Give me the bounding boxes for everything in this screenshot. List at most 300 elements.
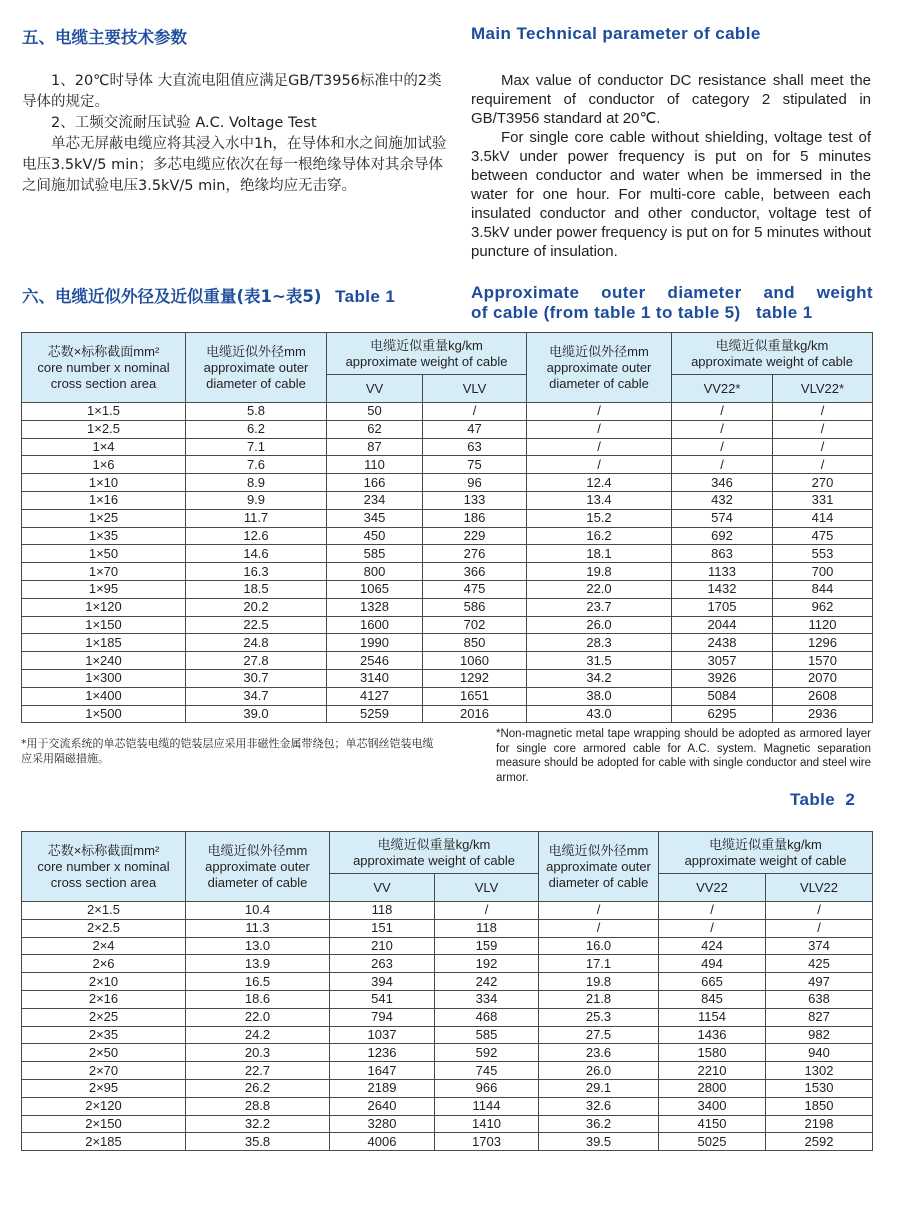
table-cell: 1703	[435, 1133, 539, 1151]
t2-header-weight-cell	[330, 832, 539, 874]
table-cell: 39.5	[539, 1133, 659, 1151]
table-cell: 424	[659, 937, 766, 955]
table-cell: 1651	[423, 687, 527, 705]
table-cell: 34.2	[527, 669, 672, 687]
table-row	[22, 669, 873, 687]
table-cell: 1154	[659, 1008, 766, 1026]
table-cell: 6295	[672, 705, 773, 723]
table-cell: 1705	[672, 598, 773, 616]
table-2-title: Table 2	[790, 790, 856, 809]
table-row	[22, 1115, 873, 1133]
header-vlv: VLV	[423, 375, 527, 403]
t2-header-armored-weight-cell	[659, 832, 873, 874]
table-cell: 11.7	[186, 509, 327, 527]
section6-heading-zh-text: 六、电缆近似外径及近似重量(表1~表5)	[22, 287, 322, 306]
table-cell: 2×4	[22, 937, 186, 955]
section6-heading-en-line2: of cable (from table 1 to table 5) table 1	[471, 303, 813, 322]
table-cell: 13.0	[186, 937, 330, 955]
table-cell: /	[773, 438, 873, 456]
table-cell: 18.1	[527, 545, 672, 563]
table-cell: 96	[423, 474, 527, 492]
header-armored-diameter-cell	[527, 333, 672, 403]
table-cell: 26.0	[527, 616, 672, 634]
table-cell: 36.2	[539, 1115, 659, 1133]
header-diameter-en: approximate outer diameter of cable	[203, 359, 309, 391]
table-cell: 26.0	[539, 1062, 659, 1080]
note-zh: *用于交流系统的单芯铠装电缆的铠装层应采用非磁性金属带绕包；单芯钢丝铠装电缆应采用隔磁措施。	[21, 737, 434, 765]
t2-header-armored-diameter-zh: 电缆近似外径mm	[548, 842, 649, 858]
table-cell: 210	[330, 937, 435, 955]
section6-heading-zh	[22, 283, 395, 307]
table-cell: 585	[327, 545, 423, 563]
table-cell: 574	[672, 509, 773, 527]
table-cell: 13.4	[527, 491, 672, 509]
table-cell: /	[423, 403, 527, 421]
table-row	[22, 973, 873, 991]
table-cell: 1302	[766, 1062, 873, 1080]
table-cell: 229	[423, 527, 527, 545]
header-armored-diameter-zh: 电缆近似外径mm	[549, 343, 649, 359]
header-vlv22-star: VLV22*	[773, 375, 873, 403]
table-cell: 2×25	[22, 1008, 186, 1026]
note-en: *Non-magnetic metal tape wrapping should be adopted as armored layer for single core armored cable for A.C. system. Magnetic separation measure should be adopted for cable with single conductor and steel wire armor.	[496, 728, 871, 784]
t2-header-core-zh: 芯数×标称截面mm²	[47, 842, 160, 858]
table-cell: 20.2	[186, 598, 327, 616]
table-cell: 1×120	[22, 598, 186, 616]
table-cell: 1×400	[22, 687, 186, 705]
header-armored-diameter-en: approximate outer diameter of cable	[546, 359, 652, 391]
table-row	[22, 687, 873, 705]
table-cell: 702	[423, 616, 527, 634]
table-cell: /	[672, 438, 773, 456]
table-cell: 159	[435, 937, 539, 955]
t2-header-armored-weight-en: approximate weight of cable	[684, 852, 847, 868]
t2-header-weight-zh: 电缆近似重量kg/km	[377, 836, 491, 852]
table-cell: /	[773, 420, 873, 438]
table-cell: 794	[330, 1008, 435, 1026]
section5-text-zh	[22, 71, 450, 197]
table-cell: /	[672, 420, 773, 438]
table-cell: 166	[327, 474, 423, 492]
header-core-zh: 芯数×标称截面mm²	[47, 343, 160, 359]
table-cell: /	[539, 919, 659, 937]
table-cell: /	[527, 420, 672, 438]
zh-paragraph-2: 2、工频交流耐压试验 A.C. Voltage Test	[51, 115, 317, 131]
table-row	[22, 545, 873, 563]
table-cell: 2×10	[22, 973, 186, 991]
table-cell: 1436	[659, 1026, 766, 1044]
t2-header-vv22: VV22	[659, 874, 766, 902]
table-cell: 21.8	[539, 990, 659, 1008]
table-cell: 12.6	[186, 527, 327, 545]
table-cell: 2608	[773, 687, 873, 705]
table-cell: 1647	[330, 1062, 435, 1080]
table-cell: 2016	[423, 705, 527, 723]
table-cell: /	[539, 902, 659, 920]
table-cell: 4150	[659, 1115, 766, 1133]
table-cell: 1990	[327, 634, 423, 652]
table-row	[22, 598, 873, 616]
header-core-cell	[22, 333, 186, 403]
table-cell: 5025	[659, 1133, 766, 1151]
table-cell: 982	[766, 1026, 873, 1044]
table-cell: /	[773, 403, 873, 421]
t2-header-vlv: VLV	[435, 874, 539, 902]
table-row	[22, 990, 873, 1008]
table-cell: 87	[327, 438, 423, 456]
table-cell: 1120	[773, 616, 873, 634]
table-row	[22, 1079, 873, 1097]
table-row	[22, 1062, 873, 1080]
table-cell: 346	[672, 474, 773, 492]
table-cell: 2×2.5	[22, 919, 186, 937]
table-cell: 1432	[672, 580, 773, 598]
table-cell: 118	[435, 919, 539, 937]
table-cell: 1×185	[22, 634, 186, 652]
en-paragraph-2: For single core cable without shielding, voltage test of 3.5kV under power frequency is put on for 5 minutes between conductor and water when be immersed in the water for one hour. For multi-core cable, between each insulated conductor and other conductor, voltage test of 3.5kV under power frequency is put on for 5 minutes without puncture of insulation.	[471, 129, 871, 260]
table-cell: 24.2	[186, 1026, 330, 1044]
table-cell: 3280	[330, 1115, 435, 1133]
header-armored-weight-cell	[672, 333, 873, 375]
table-cell: 5259	[327, 705, 423, 723]
table-cell: 75	[423, 456, 527, 474]
table-cell: 331	[773, 491, 873, 509]
table-cell: 2189	[330, 1079, 435, 1097]
table-cell: 966	[435, 1079, 539, 1097]
table-cell: /	[672, 403, 773, 421]
table-cell: 2×70	[22, 1062, 186, 1080]
table-cell: 1570	[773, 652, 873, 670]
table-row	[22, 937, 873, 955]
table-cell: 1410	[435, 1115, 539, 1133]
table-cell: 29.1	[539, 1079, 659, 1097]
table-cell: 1×70	[22, 563, 186, 581]
table-cell: 432	[672, 491, 773, 509]
table-cell: 110	[327, 456, 423, 474]
table-cell: 2198	[766, 1115, 873, 1133]
table-cell: 43.0	[527, 705, 672, 723]
table-cell: 2×185	[22, 1133, 186, 1151]
table-cell: /	[659, 919, 766, 937]
table-cell: 2×150	[22, 1115, 186, 1133]
table-cell: 4006	[330, 1133, 435, 1151]
table-cell: 9.9	[186, 491, 327, 509]
table-cell: 345	[327, 509, 423, 527]
table-cell: 2×35	[22, 1026, 186, 1044]
table-cell: 638	[766, 990, 873, 1008]
table-cell: 2438	[672, 634, 773, 652]
table-cell: 2546	[327, 652, 423, 670]
table-cell: 7.6	[186, 456, 327, 474]
table-cell: 12.4	[527, 474, 672, 492]
table-cell: 39.0	[186, 705, 327, 723]
table-row	[22, 580, 873, 598]
table-cell: 1×150	[22, 616, 186, 634]
table-cell: 1065	[327, 580, 423, 598]
table-cell: 24.8	[186, 634, 327, 652]
table-cell: 8.9	[186, 474, 327, 492]
table-cell: 2800	[659, 1079, 766, 1097]
table-cell: 1×25	[22, 509, 186, 527]
table-cell: 1×50	[22, 545, 186, 563]
table-cell: 34.7	[186, 687, 327, 705]
table-cell: 366	[423, 563, 527, 581]
t2-header-armored-weight-zh: 电缆近似重量kg/km	[709, 836, 822, 852]
table-cell: 23.6	[539, 1044, 659, 1062]
table-cell: 118	[330, 902, 435, 920]
table-cell: 2×6	[22, 955, 186, 973]
table-cell: 276	[423, 545, 527, 563]
table-cell: 242	[435, 973, 539, 991]
header-weight-zh: 电缆近似重量kg/km	[370, 337, 483, 353]
table-cell: 1850	[766, 1097, 873, 1115]
table-cell: 2×120	[22, 1097, 186, 1115]
table-row	[22, 919, 873, 937]
table-cell: 1296	[773, 634, 873, 652]
table-row	[22, 616, 873, 634]
table-cell: 7.1	[186, 438, 327, 456]
table-cell: 1×500	[22, 705, 186, 723]
table-row	[22, 955, 873, 973]
section5-text-en	[471, 71, 871, 261]
section5-heading-en: Main Technical parameter of cable	[471, 24, 761, 43]
table-cell: 22.7	[186, 1062, 330, 1080]
table-cell: 414	[773, 509, 873, 527]
table-cell: 450	[327, 527, 423, 545]
table-cell: 50	[327, 403, 423, 421]
table-cell: 18.5	[186, 580, 327, 598]
table-cell: 38.0	[527, 687, 672, 705]
table-cell: 845	[659, 990, 766, 1008]
table-cell: 19.8	[527, 563, 672, 581]
table-cell: 3926	[672, 669, 773, 687]
table-cell: 17.1	[539, 955, 659, 973]
table-cell: /	[672, 456, 773, 474]
table-cell: 22.0	[527, 580, 672, 598]
table-cell: 1×1.5	[22, 403, 186, 421]
table-row	[22, 438, 873, 456]
table-cell: 800	[327, 563, 423, 581]
table-cell: 270	[773, 474, 873, 492]
table-cell: 494	[659, 955, 766, 973]
table-cell: 2×16	[22, 990, 186, 1008]
section6-heading-en-line1: Approximate outer diameter and weight	[471, 283, 873, 302]
table-cell: 1328	[327, 598, 423, 616]
table-cell: 1060	[423, 652, 527, 670]
section6-table1-label: Table 1	[335, 287, 396, 306]
table-cell: 2044	[672, 616, 773, 634]
table-cell: /	[527, 438, 672, 456]
table-cell: 26.2	[186, 1079, 330, 1097]
table-cell: 16.0	[539, 937, 659, 955]
table-cell: 1133	[672, 563, 773, 581]
table-cell: 192	[435, 955, 539, 973]
table-cell: 334	[435, 990, 539, 1008]
table-cell: 1×95	[22, 580, 186, 598]
table-row	[22, 705, 873, 723]
table-cell: 2×95	[22, 1079, 186, 1097]
t2-header-armored-diameter-cell	[539, 832, 659, 902]
table-row	[22, 403, 873, 421]
table-row	[22, 1008, 873, 1026]
table-row	[22, 1133, 873, 1151]
en-paragraph-1: Max value of conductor DC resistance shall meet the requirement of conductor of category 2 stipulated in GB/T3956 standard at 20℃.	[471, 72, 871, 127]
table-cell: 5084	[672, 687, 773, 705]
table-cell: 468	[435, 1008, 539, 1026]
table-cell: 1×6	[22, 456, 186, 474]
table-cell: 3140	[327, 669, 423, 687]
zh-paragraph-3: 单芯无屏蔽电缆应将其浸入水中1h，在导体和水之间施加试验电压3.5kV/5 min；多芯电缆应依次在每一根绝缘导体对其余导体之间施加试验电压3.5kV/5 min，绝缘均应无击穿。	[22, 136, 447, 194]
table-cell: 827	[766, 1008, 873, 1026]
table-cell: 28.8	[186, 1097, 330, 1115]
table-row	[22, 634, 873, 652]
table-cell: 4127	[327, 687, 423, 705]
table-cell: 2210	[659, 1062, 766, 1080]
table-row	[22, 456, 873, 474]
table-cell: 1292	[423, 669, 527, 687]
table-cell: 32.2	[186, 1115, 330, 1133]
table-cell: 23.7	[527, 598, 672, 616]
header-armored-weight-zh: 电缆近似重量kg/km	[715, 337, 829, 353]
table-cell: /	[527, 403, 672, 421]
table-cell: 1580	[659, 1044, 766, 1062]
table-cell: 47	[423, 420, 527, 438]
t2-header-vlv22: VLV22	[766, 874, 873, 902]
table-cell: 151	[330, 919, 435, 937]
table-cell: 962	[773, 598, 873, 616]
table-cell: 863	[672, 545, 773, 563]
table-2	[21, 831, 873, 1151]
table-cell: /	[766, 919, 873, 937]
table-cell: 22.5	[186, 616, 327, 634]
table-cell: /	[773, 456, 873, 474]
table-cell: /	[527, 456, 672, 474]
table-cell: 497	[766, 973, 873, 991]
table-cell: 1×35	[22, 527, 186, 545]
table-row	[22, 491, 873, 509]
header-armored-weight-en: approximate weight of cable	[691, 353, 853, 369]
table-row	[22, 420, 873, 438]
zh-paragraph-1: 1、20℃时导体 大直流电阻值应满足GB/T3956标准中的2类导体的规定。	[22, 73, 442, 110]
table-cell: 15.2	[527, 509, 672, 527]
header-diameter-cell	[186, 333, 327, 403]
table-cell: 19.8	[539, 973, 659, 991]
table-cell: 16.2	[527, 527, 672, 545]
table-2-body	[22, 902, 873, 1151]
table-cell: 1600	[327, 616, 423, 634]
table-cell: 394	[330, 973, 435, 991]
table-cell: 27.5	[539, 1026, 659, 1044]
table-cell: 31.5	[527, 652, 672, 670]
table-cell: 475	[773, 527, 873, 545]
table-cell: 541	[330, 990, 435, 1008]
table-cell: /	[766, 902, 873, 920]
table-cell: 1×16	[22, 491, 186, 509]
table-cell: /	[435, 902, 539, 920]
table-cell: 3057	[672, 652, 773, 670]
table-cell: 10.4	[186, 902, 330, 920]
table-cell: /	[659, 902, 766, 920]
table-cell: 32.6	[539, 1097, 659, 1115]
table-cell: 553	[773, 545, 873, 563]
table-cell: 28.3	[527, 634, 672, 652]
table-cell: 30.7	[186, 669, 327, 687]
t2-header-armored-diameter-en: approximate outer diameter of cable	[546, 858, 651, 890]
header-weight-cell	[327, 333, 527, 375]
table-cell: 745	[435, 1062, 539, 1080]
header-weight-en: approximate weight of cable	[345, 353, 508, 369]
table-cell: 585	[435, 1026, 539, 1044]
table-cell: 13.9	[186, 955, 330, 973]
table-cell: 133	[423, 491, 527, 509]
t2-header-core-en: core number x nominal cross section area	[37, 858, 170, 890]
table-cell: 2592	[766, 1133, 873, 1151]
table-cell: 1×4	[22, 438, 186, 456]
t2-header-diameter-zh: 电缆近似外径mm	[207, 842, 308, 858]
table-cell: 11.3	[186, 919, 330, 937]
table-cell: 5.8	[186, 403, 327, 421]
section6-heading-en	[471, 283, 873, 323]
table-cell: 27.8	[186, 652, 327, 670]
table-cell: 1×2.5	[22, 420, 186, 438]
table-row	[22, 652, 873, 670]
table-cell: 1×300	[22, 669, 186, 687]
table-cell: 18.6	[186, 990, 330, 1008]
table-cell: 940	[766, 1044, 873, 1062]
table-cell: 844	[773, 580, 873, 598]
table-cell: 6.2	[186, 420, 327, 438]
table-cell: 1×10	[22, 474, 186, 492]
table-cell: 700	[773, 563, 873, 581]
table-cell: 263	[330, 955, 435, 973]
table-cell: 22.0	[186, 1008, 330, 1026]
table-cell: 665	[659, 973, 766, 991]
table-row	[22, 509, 873, 527]
table-cell: 16.3	[186, 563, 327, 581]
table-row	[22, 527, 873, 545]
table-1	[21, 332, 873, 723]
table-cell: 692	[672, 527, 773, 545]
table-cell: 25.3	[539, 1008, 659, 1026]
table-cell: 586	[423, 598, 527, 616]
table-cell: 1037	[330, 1026, 435, 1044]
header-diameter-zh: 电缆近似外径mm	[206, 343, 306, 359]
t2-header-core-cell	[22, 832, 186, 902]
table-cell: 374	[766, 937, 873, 955]
t2-header-vv: VV	[330, 874, 435, 902]
section5-heading-zh: 五、电缆主要技术参数	[22, 28, 187, 47]
table-cell: 1144	[435, 1097, 539, 1115]
table-cell: 2640	[330, 1097, 435, 1115]
table-row	[22, 563, 873, 581]
header-vv22-star: VV22*	[672, 375, 773, 403]
table-cell: 1530	[766, 1079, 873, 1097]
table-cell: 20.3	[186, 1044, 330, 1062]
table-cell: 2936	[773, 705, 873, 723]
table-cell: 186	[423, 509, 527, 527]
t2-header-diameter-cell	[186, 832, 330, 902]
table-cell: 1236	[330, 1044, 435, 1062]
table-cell: 62	[327, 420, 423, 438]
table-cell: 850	[423, 634, 527, 652]
table-cell: 16.5	[186, 973, 330, 991]
table-cell: 2×1.5	[22, 902, 186, 920]
table-row	[22, 902, 873, 920]
table-cell: 234	[327, 491, 423, 509]
table-cell: 3400	[659, 1097, 766, 1115]
table-cell: 592	[435, 1044, 539, 1062]
header-core-en: core number x nominal cross section area	[37, 359, 170, 391]
